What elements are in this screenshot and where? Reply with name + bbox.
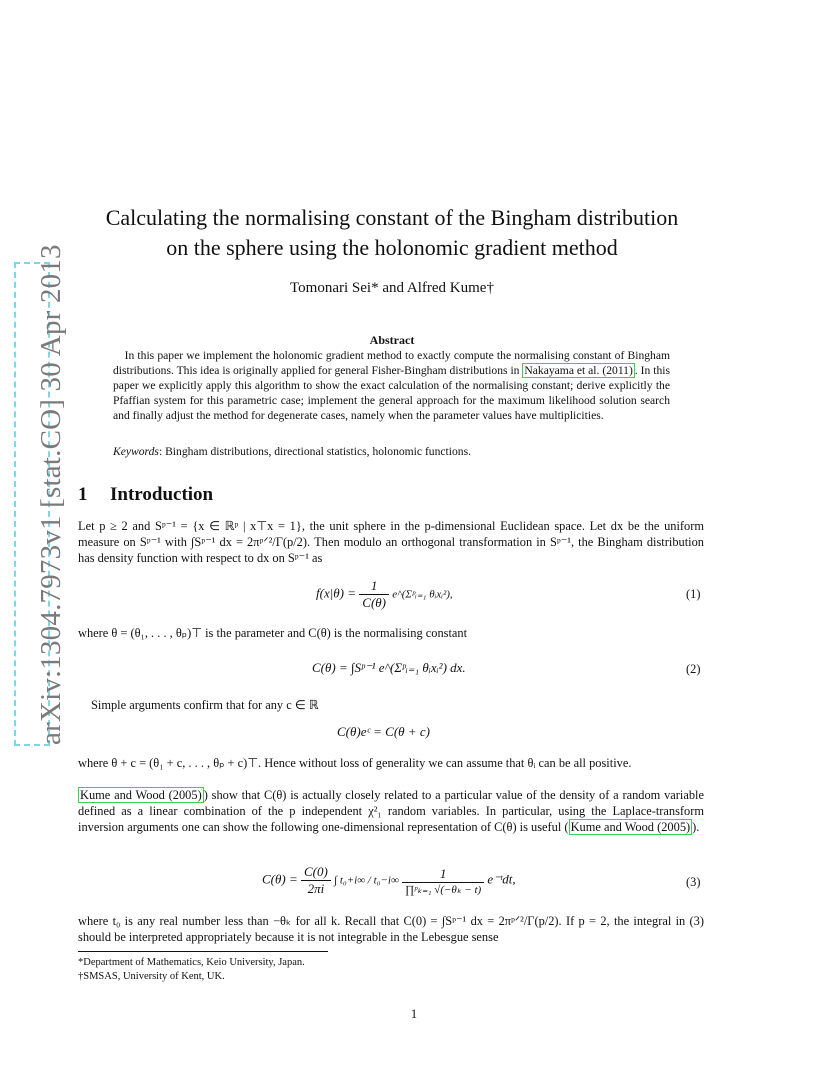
keywords-list: : Bingham distributions, directional statistics, holonomic functions. xyxy=(158,445,471,458)
eq3-coef-den: 2πi xyxy=(307,881,325,896)
keywords xyxy=(113,445,670,458)
equation-2: C(θ) = ∫Sᵖ⁻¹ e^(Σᵖᵢ₌₁ θᵢxᵢ²) dx. xyxy=(312,660,466,675)
eq3-label: (3) xyxy=(686,875,701,889)
eq3-coefficient xyxy=(301,864,331,897)
equation-shift: C(θ)eᶜ = C(θ + c) xyxy=(337,724,430,739)
citation-authors: Nakayama et al. xyxy=(524,364,600,377)
authors: Tomonari Sei* and Alfred Kume† xyxy=(290,280,494,296)
paragraph-1: Let p ≥ 2 and Sᵖ⁻¹ = {x ∈ ℝᵖ | x⊤x = 1}, the unit sphere in the p-dimensional Euclidean space. Let dx be the uniform measure on Sᵖ⁻¹ with ∫Sᵖ⁻¹ dx = 2πᵖᐟ²/Γ(p/2). Then modulo an orthogonal transformation in Sᵖ⁻¹, the Bingham distribution has density function with respect to dx on Sᵖ⁻¹ as xyxy=(78,519,704,565)
eq1-label: (1) xyxy=(686,587,701,601)
abstract-body xyxy=(113,348,670,423)
paper-title xyxy=(78,203,706,263)
paragraph-5 xyxy=(78,787,704,835)
citation-link-nakayama[interactable] xyxy=(522,363,634,378)
title-line-2: on the sphere using the holonomic gradient method xyxy=(166,235,618,260)
eq3-integral: ∫ t₀+i∞ / t₀−i∞ xyxy=(334,874,399,887)
eq3-fraction xyxy=(402,866,484,896)
footnote-rule xyxy=(78,951,328,952)
eq1-numerator: 1 xyxy=(359,578,389,595)
eq1-rhs: e^(Σᵖᵢ₌₁ θᵢxᵢ²), xyxy=(392,588,453,601)
citation-year: (2005) xyxy=(168,788,202,802)
equation-1 xyxy=(316,578,453,611)
eq1-fraction xyxy=(359,578,389,611)
title-line-1: Calculating the normalising constant of the Bingham distribution xyxy=(105,205,679,230)
eq3-numerator: 1 xyxy=(402,866,484,883)
keywords-label: Keywords xyxy=(113,445,159,458)
paragraph-4: where θ + c = (θ₁ + c, . . . , θₚ + c)⊤. Hence without loss of generality we can assume that θᵢ can be all positive. xyxy=(78,756,632,770)
citation-link-kume-wood[interactable] xyxy=(78,787,204,803)
paragraph-2: where θ = (θ₁, . . . , θₚ)⊤ is the parameter and C(θ) is the normalising constant xyxy=(78,626,468,640)
footnote-1: *Department of Mathematics, Keio University, Japan. xyxy=(78,957,305,968)
eq3-coef-num: C(0) xyxy=(301,864,331,881)
page-number: 1 xyxy=(410,1007,418,1021)
eq3-lhs: C(θ) = xyxy=(262,871,298,887)
paragraph-3: Simple arguments confirm that for any c ∈ ℝ xyxy=(91,698,319,712)
arxiv-identifier[interactable]: arXiv:1304.7973v1 [stat.CO] 30 Apr 2013 xyxy=(35,244,67,745)
section-number: 1 xyxy=(78,484,88,505)
footnote-2: †SMSAS, University of Kent, UK. xyxy=(78,971,225,982)
abstract-heading: Abstract xyxy=(369,333,415,347)
citation-link-kume-wood-2[interactable] xyxy=(569,819,693,835)
eq1-lhs: f(x|θ) = xyxy=(316,585,357,601)
paragraph-5-text-a: ) show that C(θ) is actually closely related to a particular value of the density of a random variable defined as a linear combination of the p independent χ²₁ random variables. In particular, using the Laplace-transform inversion arguments one can show the following one-dimensional representation of C(θ) is useful ( xyxy=(78,788,704,834)
citation-year: (2005) xyxy=(657,820,691,834)
citation-authors: Kume and Wood xyxy=(80,788,165,802)
eq3-tail: e⁻ᵗdt, xyxy=(487,871,516,887)
abstract-text-b: . In this paper we explicitly apply this algorithm to show the exact calculation of the normalising constant; derive explicitly the Pfaffian system for this parametric case; implement the general approach for the maximum likelihood solution search and finally adjust the method for degenerate cases, namely when the parameter values have multiplicities. xyxy=(113,364,670,422)
eq3-denominator: ∏ᵖₖ₌₁ √(−θₖ − t) xyxy=(405,883,482,896)
paragraph-6: where t₀ is any real number less than −θₖ for all k. Recall that C(0) = ∫Sᵖ⁻¹ dx = 2πᵖᐟ²/Γ(p/2). If p = 2, the integral in (3) should be interpreted appropriately because it is not integrable in the Lebesgue sense xyxy=(78,914,704,944)
citation-authors: Kume and Wood xyxy=(570,820,654,834)
paragraph-5-text-b: ). xyxy=(692,820,700,834)
abstract-text-a: In this paper we implement the holonomic gradient method to exactly compute the normalising constant of Bingham distributions. This idea is originally applied for general Fisher-Bingham distributions in xyxy=(113,349,670,377)
citation-year: (2011) xyxy=(602,364,633,377)
eq1-denominator: C(θ) xyxy=(362,595,386,610)
equation-3 xyxy=(262,864,516,897)
section-title: Introduction xyxy=(110,484,214,505)
section-heading xyxy=(78,484,213,506)
eq2-label: (2) xyxy=(686,662,701,676)
